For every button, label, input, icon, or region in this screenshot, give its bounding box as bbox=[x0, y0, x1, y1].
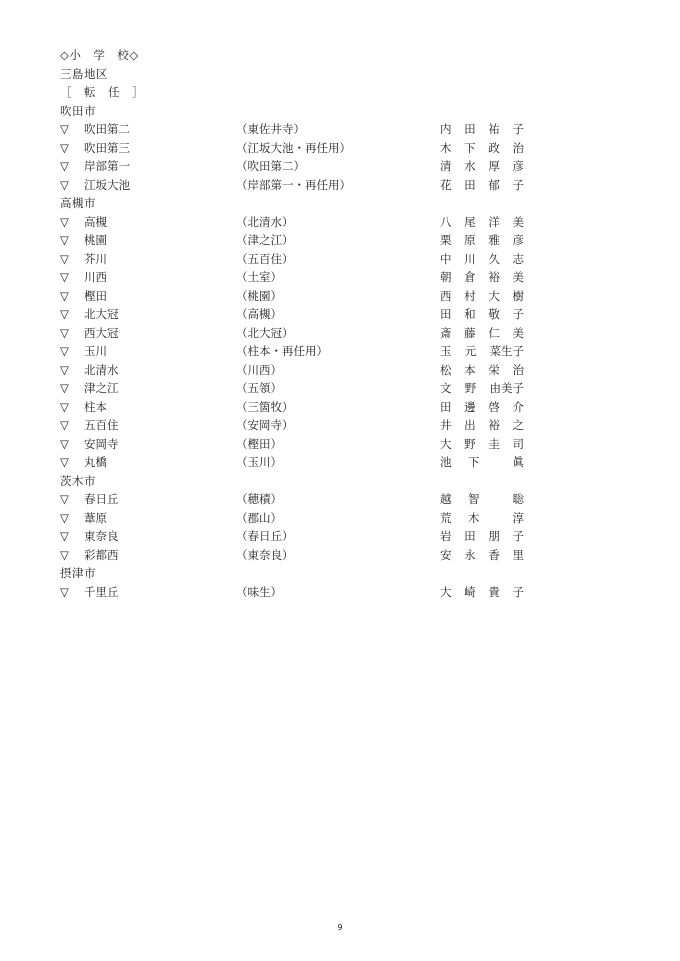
name-char: 斎 bbox=[440, 325, 452, 340]
name-char: 子 bbox=[512, 529, 524, 543]
triangle-marker-icon: ▽ bbox=[60, 270, 69, 284]
page-number: 9 bbox=[337, 923, 343, 932]
triangle-marker-icon: ▽ bbox=[60, 307, 69, 321]
name-char: 子 bbox=[512, 307, 524, 321]
list-item bbox=[60, 157, 540, 176]
name-char: 尾 bbox=[464, 214, 476, 229]
list-item bbox=[60, 527, 540, 546]
name-char: 美 bbox=[512, 270, 524, 284]
name-char: 越 bbox=[440, 492, 452, 506]
person-name bbox=[440, 268, 524, 287]
name-char: 藤 bbox=[464, 325, 476, 340]
new-school: 安岡寺 bbox=[84, 436, 119, 451]
city-heading: 摂津市 bbox=[60, 566, 96, 580]
person-name bbox=[440, 453, 524, 472]
name-char: 大 bbox=[440, 584, 452, 599]
person-name bbox=[440, 324, 524, 343]
name-char: 洋 bbox=[488, 214, 500, 229]
new-school: 五百住 bbox=[84, 418, 119, 432]
name-char: 介 bbox=[512, 399, 524, 414]
name-char: 池 bbox=[440, 455, 452, 469]
name-char: 下 bbox=[468, 455, 480, 469]
name-char: 大 bbox=[488, 288, 500, 303]
name-char: 西 bbox=[440, 288, 452, 303]
name-char: 原 bbox=[464, 233, 476, 247]
new-school: 吹田第三 bbox=[84, 140, 130, 155]
previous-school: （岸部第一・再任用） bbox=[236, 177, 351, 192]
list-item bbox=[60, 250, 540, 269]
name-char: 彦 bbox=[512, 233, 524, 247]
name-char: 田 bbox=[464, 177, 476, 192]
name-char: 樹 bbox=[512, 288, 524, 303]
new-school: 北大冠 bbox=[84, 307, 119, 321]
name-char: 敬 bbox=[488, 307, 500, 321]
previous-school: （柱本・再任用） bbox=[236, 344, 328, 358]
triangle-marker-icon: ▽ bbox=[60, 325, 69, 340]
person-name bbox=[440, 379, 524, 398]
previous-school: （北大冠） bbox=[236, 325, 294, 340]
person-name bbox=[440, 250, 524, 269]
name-char: 美 bbox=[512, 325, 524, 340]
triangle-marker-icon: ▽ bbox=[60, 159, 69, 173]
list-item bbox=[60, 213, 540, 232]
name-char: 裕 bbox=[488, 270, 500, 284]
name-char: 栗 bbox=[440, 233, 452, 247]
name-char: 田 bbox=[464, 529, 476, 543]
name-char: 菜生子 bbox=[489, 344, 524, 358]
name-char: 啓 bbox=[488, 399, 500, 414]
list-item bbox=[60, 287, 540, 306]
previous-school: （東奈良） bbox=[236, 547, 294, 562]
new-school: 江坂大池 bbox=[84, 177, 130, 192]
list-item bbox=[60, 324, 540, 343]
name-char: 治 bbox=[512, 362, 524, 377]
new-school: 千里丘 bbox=[84, 584, 119, 599]
name-char: 文 bbox=[440, 381, 452, 395]
previous-school: （高槻） bbox=[236, 307, 282, 321]
person-name bbox=[440, 213, 524, 232]
name-char: 玉 bbox=[440, 344, 452, 358]
name-char: 大 bbox=[440, 436, 452, 451]
name-char: 淳 bbox=[512, 510, 524, 525]
previous-school: （津之江） bbox=[236, 233, 294, 247]
name-char: 由美子 bbox=[489, 381, 524, 395]
person-name bbox=[440, 176, 524, 195]
name-char: 香 bbox=[488, 547, 500, 562]
name-char: 治 bbox=[512, 140, 524, 155]
person-name bbox=[440, 527, 524, 546]
list-item bbox=[60, 416, 540, 435]
name-char: 裕 bbox=[488, 418, 500, 432]
new-school: 東奈良 bbox=[84, 529, 119, 543]
list-item bbox=[60, 546, 540, 565]
name-char: 川 bbox=[464, 251, 476, 266]
person-name bbox=[440, 120, 524, 139]
previous-school: （味生） bbox=[236, 584, 282, 599]
name-char: 松 bbox=[440, 362, 452, 377]
name-char: 栄 bbox=[488, 362, 500, 377]
name-char: 子 bbox=[512, 584, 524, 599]
category-heading: ［ 転 任 ］ bbox=[60, 85, 144, 99]
name-char: 倉 bbox=[464, 270, 476, 284]
name-char: 岩 bbox=[440, 529, 452, 543]
triangle-marker-icon: ▽ bbox=[60, 547, 69, 562]
list-item bbox=[60, 305, 540, 324]
section-title: ◇小 学 校◇ bbox=[60, 48, 139, 62]
name-char: 邊 bbox=[464, 399, 476, 414]
name-char: 田 bbox=[440, 307, 452, 321]
new-school: 春日丘 bbox=[84, 492, 119, 506]
triangle-marker-icon: ▽ bbox=[60, 455, 69, 469]
list-item bbox=[60, 490, 540, 509]
previous-school: （三箇牧） bbox=[236, 399, 294, 414]
name-char: 野 bbox=[464, 381, 477, 395]
new-school: 川西 bbox=[84, 270, 107, 284]
name-char: 田 bbox=[464, 122, 476, 136]
person-name bbox=[440, 342, 524, 361]
triangle-marker-icon: ▽ bbox=[60, 214, 69, 229]
list-item bbox=[60, 361, 540, 380]
name-char: 中 bbox=[440, 251, 452, 266]
triangle-marker-icon: ▽ bbox=[60, 418, 69, 432]
triangle-marker-icon: ▽ bbox=[60, 436, 69, 451]
list-item bbox=[60, 435, 540, 454]
previous-school: （北清水） bbox=[236, 214, 294, 229]
person-name bbox=[440, 546, 524, 565]
new-school: 北清水 bbox=[84, 362, 119, 377]
name-char: 之 bbox=[512, 418, 524, 432]
triangle-marker-icon: ▽ bbox=[60, 288, 69, 303]
previous-school: （樫田） bbox=[236, 436, 282, 451]
name-char: 仁 bbox=[488, 325, 500, 340]
list-item bbox=[60, 176, 540, 195]
list-item bbox=[60, 342, 540, 361]
name-char: 八 bbox=[440, 214, 452, 229]
previous-school: （玉川） bbox=[236, 455, 282, 469]
triangle-marker-icon: ▽ bbox=[60, 584, 69, 599]
name-char: 清 bbox=[440, 159, 452, 173]
person-name bbox=[440, 231, 524, 250]
name-char: 朝 bbox=[440, 270, 452, 284]
list-item bbox=[60, 139, 540, 158]
previous-school: （安岡寺） bbox=[236, 418, 294, 432]
name-char: 永 bbox=[464, 547, 476, 562]
person-name bbox=[440, 305, 524, 324]
city-heading: 高槻市 bbox=[60, 196, 96, 210]
triangle-marker-icon: ▽ bbox=[60, 140, 69, 155]
previous-school: （川西） bbox=[236, 362, 282, 377]
triangle-marker-icon: ▽ bbox=[60, 122, 69, 136]
triangle-marker-icon: ▽ bbox=[60, 529, 69, 543]
name-char: 司 bbox=[512, 436, 524, 451]
new-school: 丸橋 bbox=[84, 455, 107, 469]
previous-school: （桃園） bbox=[236, 288, 282, 303]
name-char: 美 bbox=[512, 214, 524, 229]
new-school: 桃園 bbox=[84, 233, 107, 247]
name-char: 安 bbox=[440, 547, 452, 562]
person-name bbox=[440, 509, 524, 528]
name-char: 子 bbox=[512, 177, 524, 192]
name-char: 和 bbox=[464, 307, 476, 321]
city-heading: 茨木市 bbox=[60, 473, 96, 488]
person-name bbox=[440, 435, 524, 454]
previous-school: （春日丘） bbox=[236, 529, 294, 543]
name-char: 木 bbox=[440, 140, 452, 155]
name-char: 貴 bbox=[488, 584, 500, 599]
new-school: 葦原 bbox=[84, 510, 107, 525]
new-school: 津之江 bbox=[84, 381, 119, 395]
document-body bbox=[60, 46, 540, 601]
name-char: 野 bbox=[464, 436, 476, 451]
list-item bbox=[60, 379, 540, 398]
person-name bbox=[440, 157, 524, 176]
name-char: 里 bbox=[512, 547, 524, 562]
new-school: 芥川 bbox=[84, 251, 107, 266]
name-char: 本 bbox=[464, 362, 476, 377]
new-school: 彩都西 bbox=[84, 547, 119, 562]
name-char: 朋 bbox=[488, 529, 500, 543]
previous-school: （東佐井寺） bbox=[236, 122, 305, 136]
name-char: 祐 bbox=[488, 122, 500, 136]
name-char: 雅 bbox=[488, 233, 500, 247]
previous-school: （五百住） bbox=[236, 251, 294, 266]
person-name bbox=[440, 287, 524, 306]
triangle-marker-icon: ▽ bbox=[60, 492, 69, 506]
triangle-marker-icon: ▽ bbox=[60, 362, 69, 377]
district-heading: 三島地区 bbox=[60, 66, 108, 81]
city-heading: 吹田市 bbox=[60, 103, 96, 118]
triangle-marker-icon: ▽ bbox=[60, 510, 69, 525]
person-name bbox=[440, 139, 524, 158]
name-char: 郁 bbox=[488, 177, 500, 192]
list-item bbox=[60, 268, 540, 287]
personnel-list bbox=[60, 102, 540, 602]
name-char: 水 bbox=[464, 159, 476, 173]
name-char: 志 bbox=[512, 251, 524, 266]
name-char: 久 bbox=[488, 251, 500, 266]
previous-school: （五領） bbox=[236, 381, 282, 395]
new-school: 高槻 bbox=[84, 214, 107, 229]
list-item bbox=[60, 509, 540, 528]
triangle-marker-icon: ▽ bbox=[60, 399, 69, 414]
new-school: 樫田 bbox=[84, 288, 107, 303]
name-char: 元 bbox=[464, 344, 477, 358]
name-char: 田 bbox=[440, 399, 452, 414]
name-char: 崎 bbox=[464, 584, 476, 599]
name-char: 出 bbox=[464, 418, 476, 432]
name-char: 花 bbox=[440, 177, 452, 192]
name-char: 下 bbox=[464, 140, 476, 155]
new-school: 玉川 bbox=[84, 344, 107, 358]
person-name bbox=[440, 490, 524, 509]
person-name bbox=[440, 416, 524, 435]
name-char: 眞 bbox=[512, 455, 524, 469]
previous-school: （吹田第二） bbox=[236, 159, 305, 173]
new-school: 吹田第二 bbox=[84, 122, 130, 136]
name-char: 荒 bbox=[440, 510, 452, 525]
previous-school: （郡山） bbox=[236, 510, 282, 525]
name-char: 聡 bbox=[512, 492, 524, 506]
name-char: 政 bbox=[488, 140, 500, 155]
triangle-marker-icon: ▽ bbox=[60, 251, 69, 266]
name-char: 厚 bbox=[488, 159, 500, 173]
new-school: 岸部第一 bbox=[84, 159, 130, 173]
list-item bbox=[60, 398, 540, 417]
name-char: 彦 bbox=[512, 159, 524, 173]
person-name bbox=[440, 361, 524, 380]
name-char: 圭 bbox=[488, 436, 500, 451]
name-char: 井 bbox=[440, 418, 452, 432]
name-char: 内 bbox=[440, 122, 452, 136]
name-char: 子 bbox=[512, 122, 524, 136]
new-school: 柱本 bbox=[84, 399, 107, 414]
person-name bbox=[440, 398, 524, 417]
name-char: 村 bbox=[464, 288, 476, 303]
list-item bbox=[60, 453, 540, 472]
triangle-marker-icon: ▽ bbox=[60, 381, 69, 395]
previous-school: （江坂大池・再任用） bbox=[236, 140, 351, 155]
name-char: 木 bbox=[468, 510, 480, 525]
list-item bbox=[60, 231, 540, 250]
previous-school: （穂積） bbox=[236, 492, 282, 506]
triangle-marker-icon: ▽ bbox=[60, 344, 69, 358]
list-item bbox=[60, 583, 540, 602]
previous-school: （土室） bbox=[236, 270, 282, 284]
list-item bbox=[60, 120, 540, 139]
triangle-marker-icon: ▽ bbox=[60, 177, 69, 192]
person-name bbox=[440, 583, 524, 602]
new-school: 西大冠 bbox=[84, 325, 119, 340]
triangle-marker-icon: ▽ bbox=[60, 233, 69, 247]
name-char: 智 bbox=[468, 492, 480, 506]
